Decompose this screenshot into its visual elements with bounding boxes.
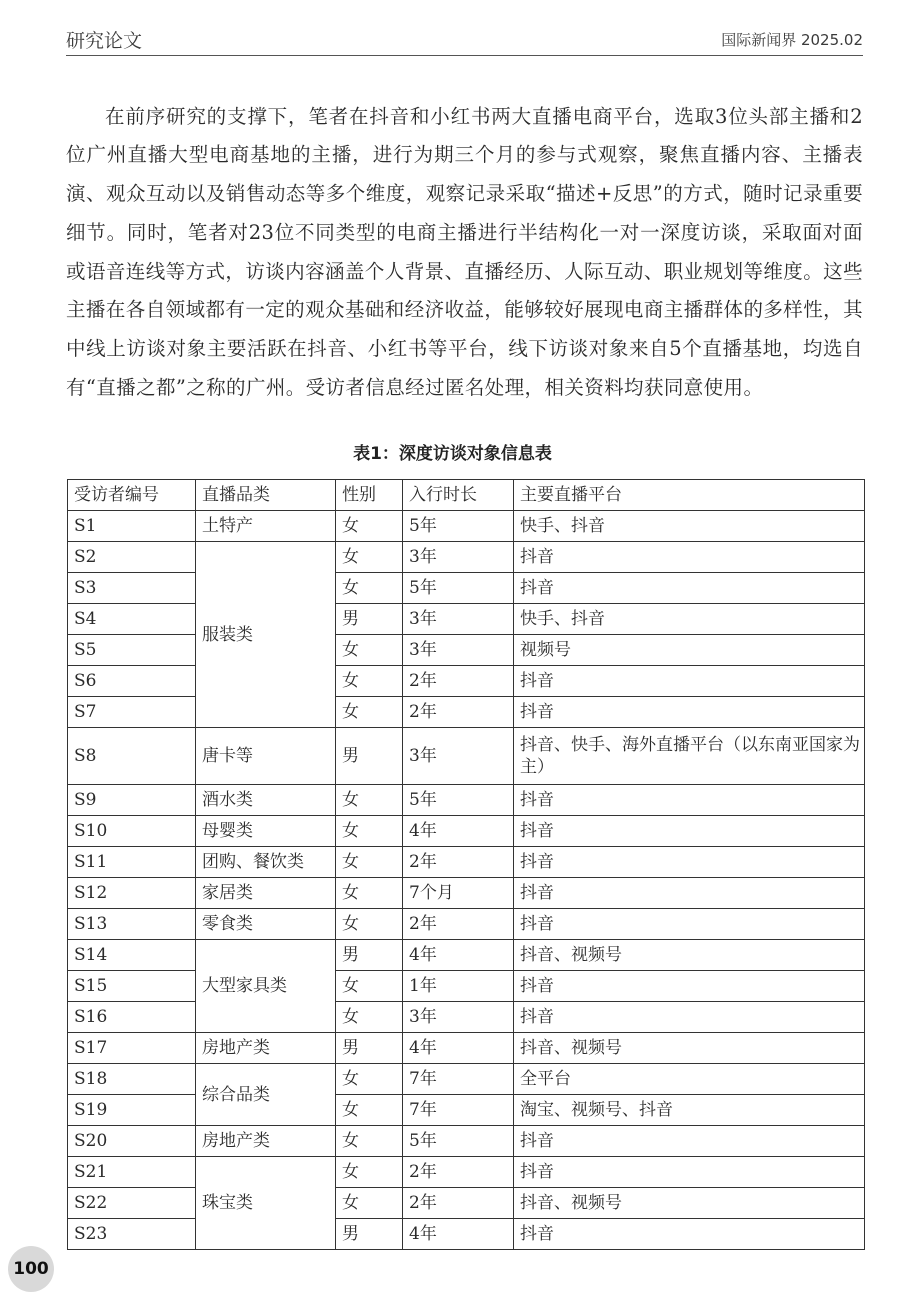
cell-id: S7 <box>68 697 196 728</box>
cell-category: 土特产 <box>196 511 336 542</box>
cell-gender: 女 <box>336 1188 403 1219</box>
column-header-platform: 主要直播平台 <box>514 480 865 511</box>
cell-category: 酒水类 <box>196 785 336 816</box>
cell-id: S11 <box>68 847 196 878</box>
cell-gender: 女 <box>336 697 403 728</box>
table-row <box>68 940 865 971</box>
cell-id: S9 <box>68 785 196 816</box>
cell-id: S4 <box>68 604 196 635</box>
cell-platform: 抖音、快手、海外直播平台（以东南亚国家为主） <box>514 728 865 785</box>
table-row <box>68 971 865 1002</box>
table-row <box>68 1219 865 1250</box>
cell-id: S12 <box>68 878 196 909</box>
cell-tenure: 2年 <box>403 666 514 697</box>
cell-platform: 淘宝、视频号、抖音 <box>514 1095 865 1126</box>
cell-platform: 抖音 <box>514 1157 865 1188</box>
cell-gender: 女 <box>336 971 403 1002</box>
cell-gender: 女 <box>336 573 403 604</box>
cell-tenure: 4年 <box>403 1219 514 1250</box>
cell-platform: 抖音 <box>514 816 865 847</box>
table-row <box>68 1002 865 1033</box>
cell-id: S5 <box>68 635 196 666</box>
cell-platform: 快手、抖音 <box>514 604 865 635</box>
cell-tenure: 2年 <box>403 909 514 940</box>
table-row <box>68 878 865 909</box>
cell-gender: 男 <box>336 1033 403 1064</box>
cell-gender: 女 <box>336 1095 403 1126</box>
cell-gender: 女 <box>336 816 403 847</box>
cell-tenure: 1年 <box>403 971 514 1002</box>
cell-id: S13 <box>68 909 196 940</box>
cell-platform: 视频号 <box>514 635 865 666</box>
cell-tenure: 7年 <box>403 1064 514 1095</box>
cell-category: 服装类 <box>196 542 336 728</box>
table-row <box>68 666 865 697</box>
table-row <box>68 1064 865 1095</box>
cell-platform: 抖音 <box>514 847 865 878</box>
cell-tenure: 5年 <box>403 1126 514 1157</box>
cell-gender: 女 <box>336 666 403 697</box>
table-row <box>68 1095 865 1126</box>
cell-tenure: 3年 <box>403 542 514 573</box>
table-row <box>68 816 865 847</box>
cell-gender: 女 <box>336 1002 403 1033</box>
cell-id: S20 <box>68 1126 196 1157</box>
cell-gender: 女 <box>336 847 403 878</box>
table-row <box>68 635 865 666</box>
cell-gender: 男 <box>336 940 403 971</box>
cell-id: S18 <box>68 1064 196 1095</box>
cell-platform: 抖音、视频号 <box>514 940 865 971</box>
cell-gender: 男 <box>336 728 403 785</box>
cell-id: S17 <box>68 1033 196 1064</box>
cell-gender: 女 <box>336 511 403 542</box>
cell-id: S8 <box>68 728 196 785</box>
cell-category: 唐卡等 <box>196 728 336 785</box>
cell-category: 零食类 <box>196 909 336 940</box>
cell-platform: 抖音 <box>514 785 865 816</box>
cell-platform: 抖音 <box>514 542 865 573</box>
column-header-tenure: 入行时长 <box>403 480 514 511</box>
cell-tenure: 3年 <box>403 635 514 666</box>
cell-platform: 抖音 <box>514 909 865 940</box>
cell-category: 房地产类 <box>196 1033 336 1064</box>
cell-id: S14 <box>68 940 196 971</box>
cell-gender: 女 <box>336 1157 403 1188</box>
cell-gender: 男 <box>336 604 403 635</box>
cell-id: S1 <box>68 511 196 542</box>
cell-platform: 抖音 <box>514 1002 865 1033</box>
cell-gender: 女 <box>336 785 403 816</box>
cell-platform: 抖音 <box>514 878 865 909</box>
table-row <box>68 785 865 816</box>
cell-tenure: 7个月 <box>403 878 514 909</box>
table-row <box>68 909 865 940</box>
running-header-section: 研究论文 <box>66 30 143 52</box>
cell-tenure: 7年 <box>403 1095 514 1126</box>
table-row <box>68 542 865 573</box>
cell-gender: 女 <box>336 909 403 940</box>
cell-platform: 全平台 <box>514 1064 865 1095</box>
table-header-row <box>68 480 865 511</box>
table-row <box>68 1188 865 1219</box>
cell-id: S21 <box>68 1157 196 1188</box>
table-row <box>68 573 865 604</box>
cell-gender: 女 <box>336 635 403 666</box>
cell-tenure: 5年 <box>403 573 514 604</box>
cell-category: 家居类 <box>196 878 336 909</box>
cell-id: S19 <box>68 1095 196 1126</box>
table-row <box>68 604 865 635</box>
cell-category: 母婴类 <box>196 816 336 847</box>
column-header-gender: 性别 <box>336 480 403 511</box>
page-number-badge: 100 <box>8 1246 54 1292</box>
table-row <box>68 1157 865 1188</box>
cell-tenure: 2年 <box>403 847 514 878</box>
cell-tenure: 5年 <box>403 511 514 542</box>
cell-platform: 抖音 <box>514 697 865 728</box>
table-row <box>68 511 865 542</box>
cell-gender: 女 <box>336 1126 403 1157</box>
table-row <box>68 728 865 785</box>
cell-id: S2 <box>68 542 196 573</box>
cell-category: 团购、餐饮类 <box>196 847 336 878</box>
cell-tenure: 2年 <box>403 697 514 728</box>
cell-gender: 男 <box>336 1219 403 1250</box>
cell-category: 房地产类 <box>196 1126 336 1157</box>
cell-category: 大型家具类 <box>196 940 336 1033</box>
interviewee-info-table <box>67 479 865 1250</box>
cell-id: S22 <box>68 1188 196 1219</box>
cell-platform: 抖音 <box>514 971 865 1002</box>
cell-id: S15 <box>68 971 196 1002</box>
cell-gender: 女 <box>336 878 403 909</box>
cell-id: S16 <box>68 1002 196 1033</box>
cell-tenure: 4年 <box>403 816 514 847</box>
cell-tenure: 4年 <box>403 1033 514 1064</box>
cell-platform: 抖音 <box>514 666 865 697</box>
cell-id: S23 <box>68 1219 196 1250</box>
cell-gender: 女 <box>336 542 403 573</box>
cell-tenure: 2年 <box>403 1157 514 1188</box>
cell-tenure: 3年 <box>403 604 514 635</box>
table-row <box>68 1033 865 1064</box>
cell-category: 综合品类 <box>196 1064 336 1126</box>
cell-platform: 抖音、视频号 <box>514 1033 865 1064</box>
cell-id: S3 <box>68 573 196 604</box>
table-row <box>68 847 865 878</box>
body-paragraph: 在前序研究的支撑下，笔者在抖音和小红书两大直播电商平台，选取3位头部主播和2位广州直播大型电商基地的主播，进行为期三个月的参与式观察，聚焦直播内容、主播表演、观众互动以及销售动态等多个维度，观察记录采取“描述+反思”的方式，随时记录重要细节。同时，笔者对23位不同类型的电商主播进行半结构化一对一深度访谈，采取面对面或语音连线等方式，访谈内容涵盖个人背景、直播经历、人际互动、职业规划等维度。这些主播在各自领域都有一定的观众基础和经济收益，能够较好展现电商主播群体的多样性，其中线上访谈对象主要活跃在抖音、小红书等平台，线下访谈对象来自5个直播基地，均选自有“直播之都”之称的广州。受访者信息经过匿名处理，相关资料均获同意使用。 <box>66 104 863 400</box>
cell-id: S6 <box>68 666 196 697</box>
cell-tenure: 4年 <box>403 940 514 971</box>
table-row <box>68 697 865 728</box>
cell-tenure: 5年 <box>403 785 514 816</box>
column-header-category: 直播品类 <box>196 480 336 511</box>
cell-tenure: 3年 <box>403 1002 514 1033</box>
table-row <box>68 1126 865 1157</box>
cell-platform: 抖音 <box>514 1219 865 1250</box>
column-header-id: 受访者编号 <box>68 480 196 511</box>
cell-id: S10 <box>68 816 196 847</box>
cell-gender: 女 <box>336 1064 403 1095</box>
cell-platform: 快手、抖音 <box>514 511 865 542</box>
header-rule <box>66 55 863 56</box>
cell-platform: 抖音 <box>514 573 865 604</box>
cell-tenure: 2年 <box>403 1188 514 1219</box>
cell-platform: 抖音、视频号 <box>514 1188 865 1219</box>
cell-category: 珠宝类 <box>196 1157 336 1250</box>
cell-tenure: 3年 <box>403 728 514 785</box>
running-header-journal-issue: 国际新闻界 2025.02 <box>721 31 863 49</box>
cell-platform: 抖音 <box>514 1126 865 1157</box>
table-title: 表1：深度访谈对象信息表 <box>353 444 552 464</box>
